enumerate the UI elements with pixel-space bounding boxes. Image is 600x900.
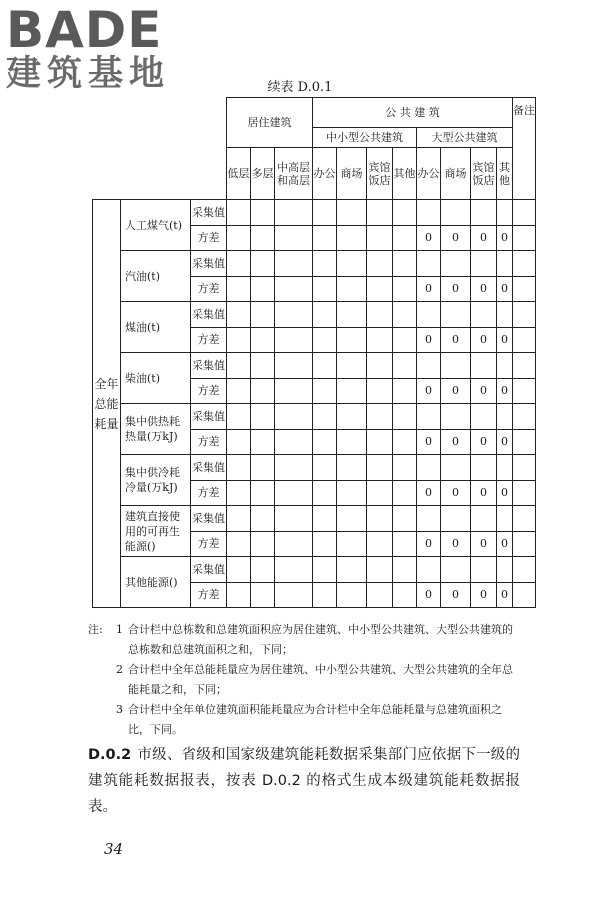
empty-cell [367,353,393,379]
empty-cell [275,225,313,251]
empty-cell [367,276,393,302]
note-number: 2 [116,663,123,676]
empty-cell [337,378,367,404]
empty-cell [497,455,513,481]
variance-value: 0 [497,531,513,557]
collected-label: 采集值 [191,506,227,532]
empty-cell [227,276,251,302]
empty-cell [275,557,313,583]
variance-value: 0 [441,582,471,608]
empty-cell [313,582,337,608]
empty-cell [313,353,337,379]
metric-label: 汽油(t) [121,251,191,302]
variance-value: 0 [441,531,471,557]
empty-cell [417,353,441,379]
empty-cell [513,200,536,226]
empty-cell [441,506,471,532]
empty-cell [513,378,536,404]
empty-cell [417,251,441,277]
metric-label: 煤油(t) [121,302,191,353]
empty-cell [471,455,497,481]
table-row-collected [93,404,536,430]
empty-cell [227,302,251,328]
empty-cell [337,276,367,302]
variance-value: 0 [441,276,471,302]
empty-cell [275,276,313,302]
empty-cell [313,378,337,404]
empty-cell [471,200,497,226]
table-row-collected [93,506,536,532]
empty-cell [393,378,417,404]
note-number: 3 [116,703,123,716]
empty-cell [313,506,337,532]
empty-cell [367,582,393,608]
empty-cell [367,557,393,583]
variance-value: 0 [417,276,441,302]
table-caption: 续表 D.0.1 [267,80,333,95]
variance-value: 0 [471,531,497,557]
empty-cell [337,531,367,557]
variance-value: 0 [497,276,513,302]
variance-label: 方差 [191,429,227,455]
variance-label: 方差 [191,582,227,608]
empty-cell [441,302,471,328]
empty-cell [417,302,441,328]
empty-cell [251,302,275,328]
empty-cell [275,302,313,328]
variance-value: 0 [417,429,441,455]
empty-cell [497,353,513,379]
empty-cell [441,557,471,583]
empty-cell [513,506,536,532]
group-label: 全年总能耗量 [93,200,121,608]
empty-cell [227,353,251,379]
empty-cell [471,353,497,379]
variance-label: 方差 [191,276,227,302]
variance-value: 0 [471,429,497,455]
empty-cell [227,582,251,608]
variance-value: 0 [471,225,497,251]
empty-cell [275,251,313,277]
empty-cell [251,480,275,506]
empty-cell [367,302,393,328]
empty-cell [513,531,536,557]
empty-cell [227,455,251,481]
empty-cell [313,200,337,226]
metric-label: 柴油(t) [121,353,191,404]
empty-cell [393,531,417,557]
col-small-office: 办公 [313,148,337,200]
empty-cell [367,480,393,506]
empty-cell [393,404,417,430]
empty-cell [313,404,337,430]
variance-label: 方差 [191,225,227,251]
variance-value: 0 [417,531,441,557]
empty-cell [227,327,251,353]
variance-label: 方差 [191,531,227,557]
empty-cell [417,557,441,583]
empty-cell [367,429,393,455]
empty-cell [513,353,536,379]
collected-label: 采集值 [191,404,227,430]
empty-cell [337,429,367,455]
variance-label: 方差 [191,378,227,404]
col-large-office: 办公 [417,148,441,200]
variance-value: 0 [441,327,471,353]
empty-cell [275,429,313,455]
empty-cell [275,327,313,353]
empty-cell [313,302,337,328]
empty-cell [417,455,441,481]
empty-cell [497,302,513,328]
logo-subtitle: 建筑基地 [6,54,171,94]
variance-value: 0 [497,582,513,608]
empty-cell [417,200,441,226]
empty-cell [275,404,313,430]
empty-cell [337,302,367,328]
variance-value: 0 [441,225,471,251]
col-large-mall: 商场 [441,148,471,200]
empty-cell [513,480,536,506]
empty-cell [337,404,367,430]
empty-cell [313,429,337,455]
table-row-collected [93,302,536,328]
note-item [88,620,518,660]
empty-cell [367,506,393,532]
empty-cell [513,404,536,430]
variance-label: 方差 [191,327,227,353]
empty-cell [367,200,393,226]
empty-cell [441,455,471,481]
metric-label: 集中供冷耗冷量(万kJ) [121,455,191,506]
variance-value: 0 [441,480,471,506]
note-text: 合计栏中全年总能耗量应为居住建筑、中小型公共建筑、大型公共建筑的全年总能耗量之和，下同； [128,663,513,696]
collected-label: 采集值 [191,251,227,277]
empty-cell [393,353,417,379]
header-residential: 居住建筑 [227,98,313,148]
empty-cell [393,302,417,328]
header-remark: 备注 [513,98,536,200]
empty-cell [313,251,337,277]
empty-cell [337,353,367,379]
empty-cell [313,531,337,557]
header-large: 大型公共建筑 [417,128,513,148]
page-number: 34 [104,840,124,858]
note-text: 合计栏中全年单位建筑面积能耗量应为合计栏中全年总能耗量与总建筑面积之比，下同。 [128,703,502,736]
col-multi-story: 多层 [251,148,275,200]
variance-value: 0 [471,582,497,608]
collected-label: 采集值 [191,353,227,379]
empty-cell [313,276,337,302]
empty-cell [513,455,536,481]
variance-value: 0 [471,480,497,506]
variance-value: 0 [497,327,513,353]
empty-cell [337,225,367,251]
empty-cell [275,506,313,532]
empty-cell [513,429,536,455]
variance-value: 0 [497,225,513,251]
empty-cell [393,582,417,608]
empty-cell [471,251,497,277]
empty-cell [275,353,313,379]
section-number: D.0.2 [88,747,132,763]
empty-cell [251,225,275,251]
empty-cell [227,251,251,277]
empty-cell [251,582,275,608]
variance-value: 0 [441,429,471,455]
empty-cell [275,582,313,608]
empty-cell [513,225,536,251]
note-item [88,660,518,700]
empty-cell [497,251,513,277]
empty-cell [497,506,513,532]
empty-cell [393,455,417,481]
note-text: 合计栏中总栋数和总建筑面积应为居住建筑、中小型公共建筑、大型公共建筑的总栋数和总建筑面积之和，下同； [128,623,513,656]
header-small-medium: 中小型公共建筑 [313,128,417,148]
empty-cell [251,531,275,557]
empty-cell [227,200,251,226]
empty-cell [251,276,275,302]
empty-cell [367,404,393,430]
empty-cell [393,557,417,583]
empty-cell [251,506,275,532]
empty-cell [393,251,417,277]
empty-cell [513,557,536,583]
empty-cell [393,225,417,251]
empty-cell [337,557,367,583]
empty-cell [275,531,313,557]
empty-cell [337,251,367,277]
variance-value: 0 [471,327,497,353]
metric-label: 人工煤气(t) [121,200,191,251]
empty-cell [313,327,337,353]
empty-cell [417,506,441,532]
empty-cell [275,455,313,481]
empty-cell [251,378,275,404]
collected-label: 采集值 [191,455,227,481]
empty-cell [227,531,251,557]
variance-value: 0 [441,378,471,404]
empty-cell [251,455,275,481]
table-row-collected [93,251,536,277]
empty-cell [313,557,337,583]
empty-cell [497,200,513,226]
empty-cell [441,404,471,430]
empty-cell [275,378,313,404]
empty-cell [337,582,367,608]
empty-cell [313,225,337,251]
table-notes [88,620,518,740]
empty-cell [227,378,251,404]
col-small-mall: 商场 [337,148,367,200]
empty-cell [513,276,536,302]
col-large-hotel: 宾馆饭店 [471,148,497,200]
section-d02 [88,742,520,820]
variance-value: 0 [497,480,513,506]
empty-cell [251,353,275,379]
table-row-collected [93,353,536,379]
empty-cell [497,557,513,583]
empty-cell [227,506,251,532]
empty-cell [337,200,367,226]
empty-cell [227,480,251,506]
variance-value: 0 [471,276,497,302]
empty-cell [417,404,441,430]
empty-cell [275,200,313,226]
empty-cell [227,557,251,583]
empty-cell [471,302,497,328]
table-corner [93,98,227,200]
variance-value: 0 [417,225,441,251]
empty-cell [313,480,337,506]
empty-cell [337,455,367,481]
empty-cell [227,429,251,455]
col-small-hotel: 宾馆饭店 [367,148,393,200]
section-text: 市级、省级和国家级建筑能耗数据采集部门应依据下一级的建筑能耗数据报表，按表 D.0.2 的格式生成本级建筑能耗数据报表。 [88,747,520,815]
metric-label: 集中供热耗热量(万kJ) [121,404,191,455]
variance-value: 0 [417,378,441,404]
empty-cell [313,455,337,481]
variance-value: 0 [417,480,441,506]
empty-cell [251,557,275,583]
empty-cell [497,404,513,430]
empty-cell [393,506,417,532]
empty-cell [251,404,275,430]
col-small-other: 其他 [393,148,417,200]
empty-cell [393,276,417,302]
empty-cell [393,480,417,506]
empty-cell [337,327,367,353]
empty-cell [513,302,536,328]
variance-value: 0 [497,378,513,404]
empty-cell [227,404,251,430]
empty-cell [367,531,393,557]
table-row-collected [93,200,536,226]
empty-cell [471,404,497,430]
empty-cell [275,480,313,506]
empty-cell [393,327,417,353]
metric-label: 其他能源() [121,557,191,608]
variance-value: 0 [497,429,513,455]
variance-label: 方差 [191,480,227,506]
metric-label: 建筑直接使用的可再生能源() [121,506,191,557]
empty-cell [513,251,536,277]
empty-cell [251,327,275,353]
variance-value: 0 [417,327,441,353]
energy-data-table [92,97,536,608]
empty-cell [251,200,275,226]
note-item [88,700,518,740]
variance-value: 0 [417,582,441,608]
empty-cell [367,327,393,353]
logo-title: BADE [6,1,163,59]
header-public: 公 共 建 筑 [313,98,513,128]
empty-cell [367,225,393,251]
empty-cell [367,251,393,277]
empty-cell [471,557,497,583]
empty-cell [367,455,393,481]
variance-value: 0 [471,378,497,404]
table-row-collected [93,557,536,583]
empty-cell [513,327,536,353]
col-low-rise: 低层 [227,148,251,200]
note-number: 1 [116,623,123,636]
table-row-collected [93,455,536,481]
empty-cell [441,353,471,379]
collected-label: 采集值 [191,557,227,583]
collected-label: 采集值 [191,200,227,226]
col-large-other: 其他 [497,148,513,200]
empty-cell [337,506,367,532]
empty-cell [393,429,417,455]
empty-cell [513,582,536,608]
empty-cell [441,200,471,226]
collected-label: 采集值 [191,302,227,328]
notes-label: 注: [88,623,103,636]
empty-cell [337,480,367,506]
empty-cell [393,200,417,226]
empty-cell [251,429,275,455]
col-high-rise: 中高层和高层 [275,148,313,200]
empty-cell [367,378,393,404]
empty-cell [251,251,275,277]
empty-cell [441,251,471,277]
empty-cell [227,225,251,251]
empty-cell [471,506,497,532]
